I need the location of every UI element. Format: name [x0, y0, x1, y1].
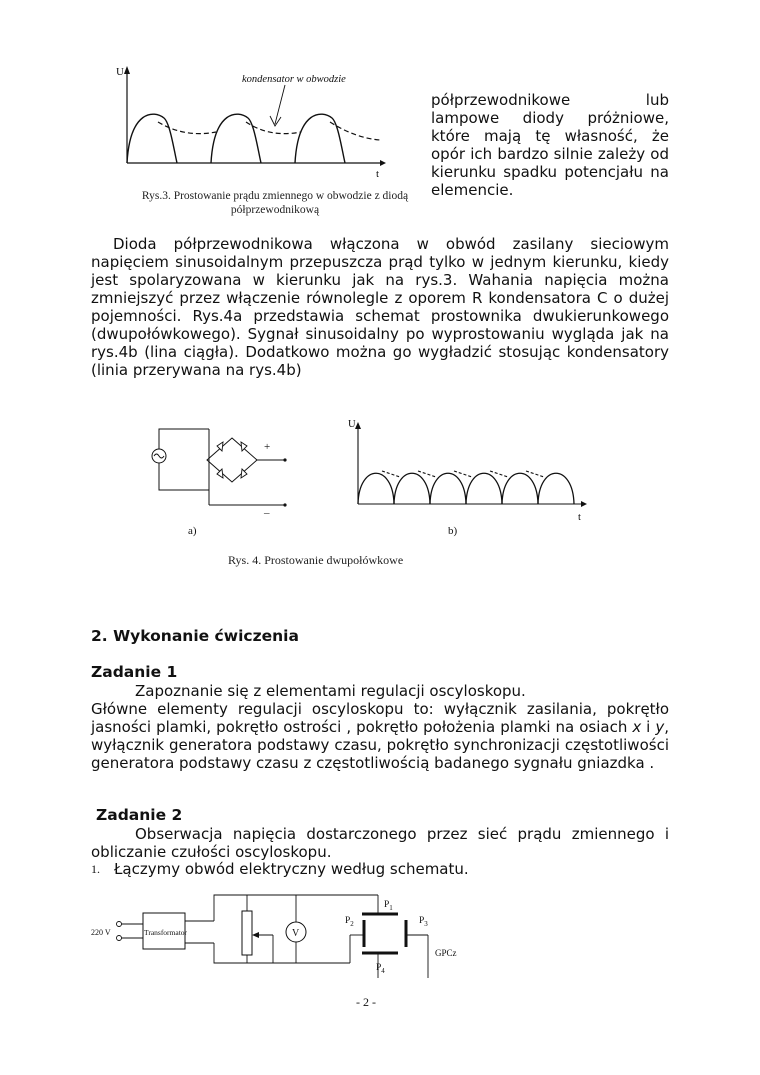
task-1-intro: Zapoznanie się z elementami regulacji oscyloskopu.: [135, 682, 526, 700]
hump-3: [430, 473, 466, 504]
step-1-number: 1.: [91, 862, 100, 876]
source-wire: [159, 429, 209, 490]
p1-label: $P_1$: [384, 900, 393, 912]
negative-terminal: [283, 503, 286, 506]
fig3-annotation: kondensator w obwodzie: [242, 74, 346, 85]
diode-1-icon: [217, 442, 223, 451]
source-label: 220 V: [91, 928, 111, 937]
section-heading: 2. Wykonanie ćwiczenia: [91, 627, 299, 645]
task-1-body-part3: , wyłącznik generatora podstawy czasu, pokrętło synchronizacji częstotliwości generatora podstawy czasu z częstotliwością badanego sygnału gniazdka .: [91, 718, 669, 772]
figure-3-half-wave-plot: [110, 60, 410, 185]
half-wave-2: [211, 114, 261, 163]
t-axis-arrow: [380, 160, 386, 166]
bridge-diodes: [217, 442, 247, 478]
u-axis-arrow: [124, 66, 130, 74]
p4-label: $P_4$: [376, 963, 385, 975]
diode-3-icon: [217, 469, 223, 478]
figure-3-caption-line2: półprzewodnikową: [230, 204, 320, 216]
figure-4-caption: Rys. 4. Prostowanie dwupołówkowe: [228, 553, 404, 567]
hump-5: [502, 473, 538, 504]
var-y: y: [655, 718, 665, 736]
hump-2: [394, 473, 430, 504]
wire-bottom-bus: [214, 943, 350, 963]
potentiometer: [242, 911, 252, 955]
full-wave-humps: [358, 473, 574, 504]
task-2-heading: Zadanie 2: [96, 806, 183, 824]
scope-label: GPCz: [435, 948, 457, 958]
positive-terminal: [283, 458, 286, 461]
var-x: x: [632, 718, 642, 736]
step-1-text: Łączymy obwód elektryczny według schematu.: [114, 860, 469, 878]
voltmeter-label: V: [292, 928, 300, 939]
task-2-intro: Obserwacja napięcia dostarczonego przez sieć prądu zmiennego i obliczanie czułości oscyloskopu.: [91, 825, 669, 861]
page-number: - 2 -: [356, 995, 376, 1009]
p3-label: $P_3$: [419, 916, 428, 928]
u-axis-arrow: [355, 422, 361, 429]
t-axis-arrow: [581, 501, 587, 507]
wiper-arrow-icon: [252, 932, 259, 938]
figure-5-measurement-circuit: [88, 885, 468, 985]
figure-4-label-a: a): [188, 525, 197, 537]
hump-6: [538, 473, 574, 504]
capacitor-smoothed-curve: [158, 122, 380, 140]
figure-4a-bridge-rectifier: [145, 420, 305, 520]
diode-2-icon: [241, 442, 247, 451]
fig3-t-label: t: [376, 168, 380, 180]
fig4-plus: +: [264, 441, 271, 453]
fig4-u-label: U: [348, 419, 356, 430]
source-terminal-top: [117, 922, 122, 927]
diode-paragraph: Dioda półprzewodnikowa włączona w obwód zasilany sieciowym napięciem sinusoidalnym przepuszcza prąd tylko w jednym kierunku, kiedy jest spolaryzowana w kierunku jak na rys.3. Wahania napięcia można zmniejszyć przez włączenie równolegle z oporem R kondensatora C o dużej pojemności. Rys.4a przedstawia schemat prostownika dwukierunkowego (dwupołówkowego). Sygnał sinusoidalny po wyprostowaniu wygląda jak na rys.4b (lina ciągła). Dodatkowo można go wygładzić stosując kondensatory (linia przerywana na rys.4b): [91, 235, 669, 379]
task-1-heading: Zadanie 1: [91, 663, 178, 681]
task-1-body-part1: Główne elementy regulacji oscyloskopu to: wyłącznik zasilania, pokrętło jasności plamki, pokrętło ostrości , pokrętło położenia plamki na osiach: [91, 700, 669, 736]
right-column-text: półprzewodnikowe lub lampowe diody próżniowe, które mają tę własność, że opór ich bardzo silnie zależy od kierunku spadku potencjału na elemencie.: [431, 91, 669, 199]
figure-4b-full-wave-plot: [345, 415, 595, 525]
fig4-t-label: t: [578, 512, 581, 523]
source-terminal-bottom: [117, 936, 122, 941]
figure-3-caption-line1: Rys.3. Prostowanie prądu zmiennego w obwodzie z diodą: [141, 190, 409, 202]
diode-bridge: [207, 438, 257, 482]
task-1-body-part2: i: [641, 718, 656, 736]
figure-3-caption: [120, 189, 430, 217]
hump-1: [358, 473, 394, 504]
half-wave-3: [295, 114, 345, 163]
fig4-minus: –: [264, 507, 270, 519]
diode-4-icon: [241, 469, 247, 478]
figure-4-label-b: b): [448, 525, 458, 537]
task-1-body: [91, 700, 669, 772]
hump-4: [466, 473, 502, 504]
half-wave-1: [127, 114, 177, 163]
transformer-label: Transformator: [144, 928, 188, 937]
p2-label: $P_2$: [345, 916, 354, 928]
fig3-u-label: U: [116, 66, 124, 78]
